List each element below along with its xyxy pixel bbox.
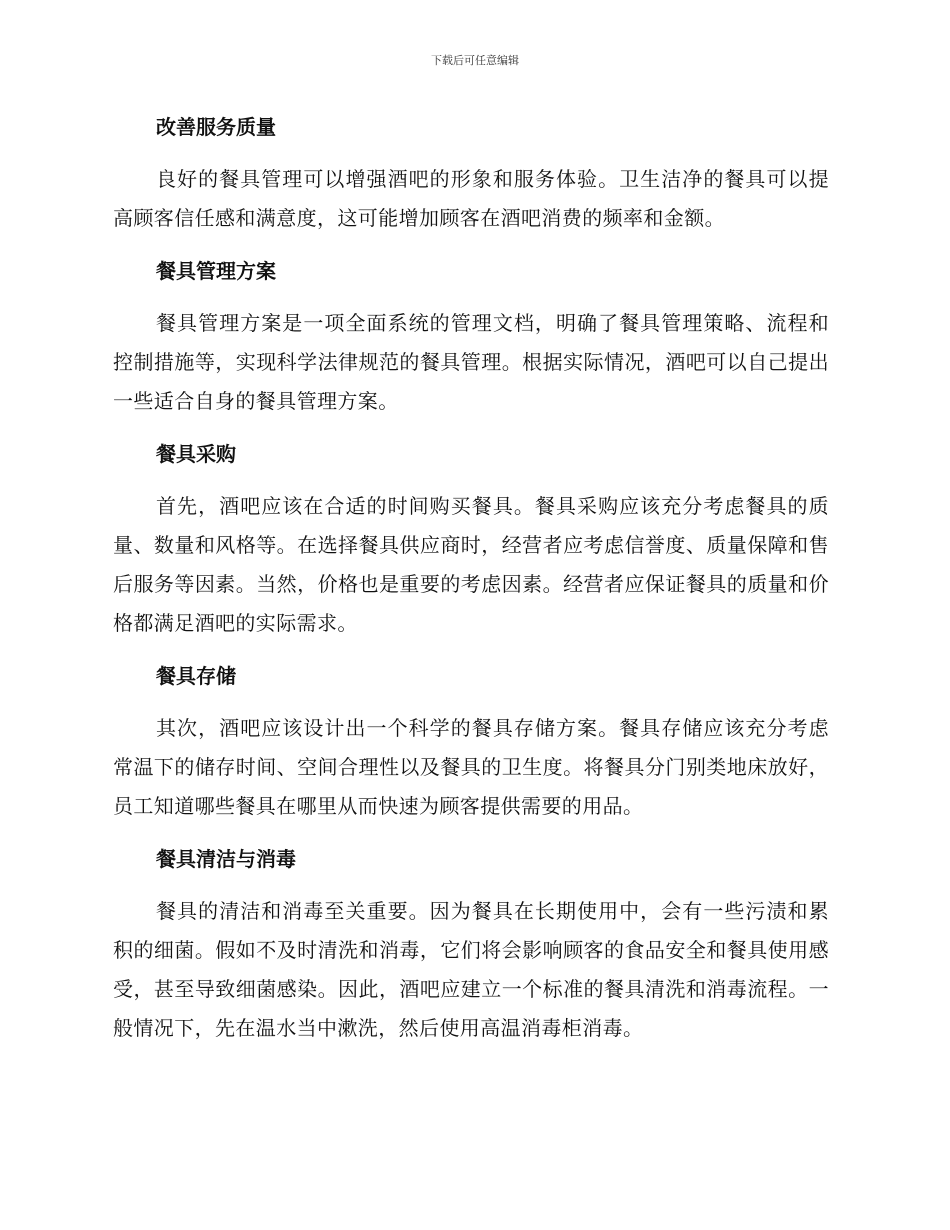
document-body (113, 106, 829, 1048)
section-paragraph: 其次，酒吧应该设计出一个科学的餐具存储方案。餐具存储应该充分考虑常温下的储存时间、空间合理性以及餐具的卫生度。将餐具分门别类地床放好，员工知道哪些餐具在哪里从而快速为顾客提供需要的用品。 (113, 716, 829, 818)
section-heading: 改善服务质量 (156, 115, 276, 139)
section-paragraph: 良好的餐具管理可以增强酒吧的形象和服务体验。卫生洁净的餐具可以提高顾客信任感和满意度，这可能增加顾客在酒吧消费的频率和金额。 (113, 167, 829, 230)
section-paragraph: 首先，酒吧应该在合适的时间购买餐具。餐具采购应该充分考虑餐具的质量、数量和风格等。在选择餐具供应商时，经营者应考虑信誉度、质量保障和售后服务等因素。当然，价格也是重要的考虑因素。经营者应保证餐具的质量和价格都满足酒吧的实际需求。 (113, 494, 829, 635)
section-heading: 餐具存储 (156, 664, 236, 688)
section-paragraph: 餐具管理方案是一项全面系统的管理文档，明确了餐具管理策略、流程和控制措施等，实现科学法律规范的餐具管理。根据实际情况，酒吧可以自己提出一些适合自身的餐具管理方案。 (113, 311, 829, 413)
section-paragraph: 餐具的清洁和消毒至关重要。因为餐具在长期使用中，会有一些污渍和累积的细菌。假如不及时清洗和消毒，它们将会影响顾客的食品安全和餐具使用感受，甚至导致细菌感染。因此，酒吧应建立一个标准的餐具清洗和消毒流程。一般情况下，先在温水当中漱洗，然后使用高温消毒柜消毒。 (113, 899, 829, 1040)
section-heading: 餐具管理方案 (156, 259, 276, 283)
section-heading: 餐具采购 (156, 442, 236, 466)
section-heading: 餐具清洁与消毒 (156, 847, 296, 871)
page-header-note: 下载后可任意编辑 (431, 54, 519, 67)
